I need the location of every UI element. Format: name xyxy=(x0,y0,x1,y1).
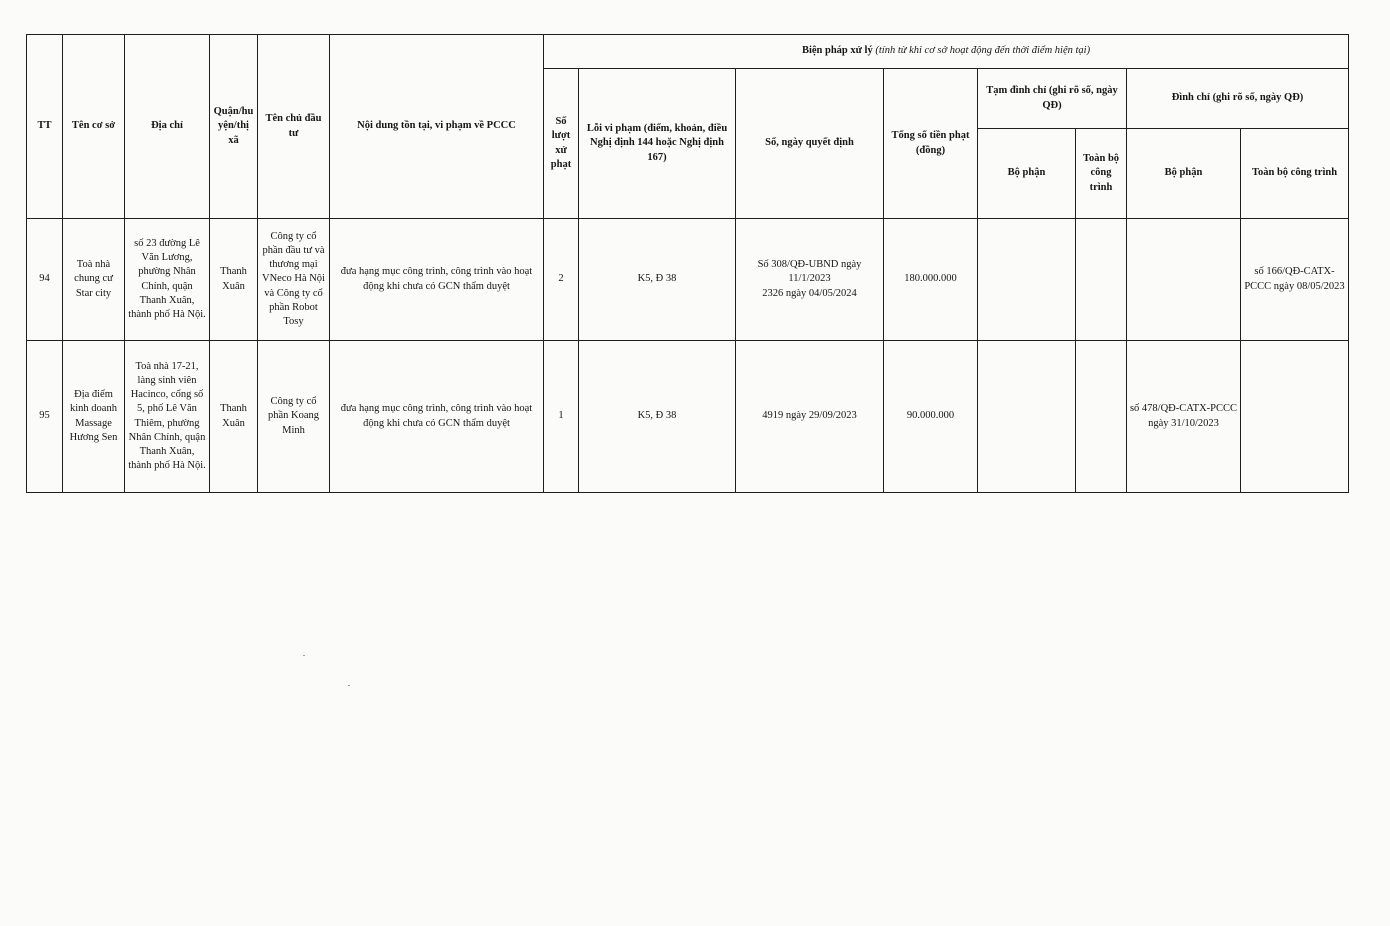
header-loi-vi-pham: Lỗi vi phạm (điểm, khoản, điều Nghị định 144 hoặc Nghị định 167) xyxy=(579,69,736,219)
header-bien-phap-note: (tính từ khi cơ sở hoạt động đến thời điểm hiện tại) xyxy=(875,45,1091,57)
cell-tong-tien: 90.000.000 xyxy=(884,341,978,493)
header-tam-dinh-chi: Tạm đình chỉ (ghi rõ số, ngày QĐ) xyxy=(978,69,1127,129)
scan-speck xyxy=(348,685,350,686)
header-tong-tien: Tổng số tiền phạt (đồng) xyxy=(884,69,978,219)
cell-tt: 95 xyxy=(27,341,63,493)
table-row xyxy=(27,219,1349,341)
cell-dinh-toan-bo xyxy=(1241,341,1349,493)
header-quan: Quận/huyện/thị xã xyxy=(210,35,258,219)
header-tam-bo-phan: Bộ phận xyxy=(978,129,1076,219)
header-tt: TT xyxy=(27,35,63,219)
cell-chu-dau-tu: Công ty cổ phần đầu tư và thương mại VNeco Hà Nội và Công ty cổ phần Robot Tosy xyxy=(258,219,330,341)
cell-so-luot: 1 xyxy=(544,341,579,493)
header-tam-toan-bo: Toàn bộ công trình xyxy=(1076,129,1127,219)
table-row xyxy=(27,341,1349,493)
cell-so-ngay-qd-line-1: 4919 ngày 29/09/2023 xyxy=(762,410,857,422)
header-bien-phap xyxy=(544,35,1349,69)
cell-tong-tien: 180.000.000 xyxy=(884,219,978,341)
header-chu-dau-tu: Tên chủ đầu tư xyxy=(258,35,330,219)
header-dinh-chi: Đình chỉ (ghi rõ số, ngày QĐ) xyxy=(1127,69,1349,129)
header-dinh-toan-bo: Toàn bộ công trình xyxy=(1241,129,1349,219)
header-dia-chi: Địa chỉ xyxy=(125,35,210,219)
cell-tam-toan-bo xyxy=(1076,219,1127,341)
cell-so-ngay-qd-line-1: Số 308/QĐ-UBND ngày 11/1/2023 xyxy=(757,259,862,285)
header-bien-phap-main: Biện pháp xử lý xyxy=(801,45,873,57)
cell-noi-dung: đưa hạng mục công trình, công trình vào hoạt động khi chưa có GCN thẩm duyệt xyxy=(330,219,544,341)
cell-dinh-bo-phan xyxy=(1127,219,1241,341)
cell-quan: Thanh Xuân xyxy=(210,341,258,493)
cell-quan: Thanh Xuân xyxy=(210,219,258,341)
cell-loi-vi-pham: K5, Đ 38 xyxy=(579,219,736,341)
cell-tam-bo-phan xyxy=(978,219,1076,341)
cell-loi-vi-pham: K5, Đ 38 xyxy=(579,341,736,493)
cell-ten-co-so: Toà nhà chung cư Star city xyxy=(63,219,125,341)
cell-so-ngay-qd xyxy=(736,219,884,341)
header-dinh-bo-phan: Bộ phận xyxy=(1127,129,1241,219)
cell-noi-dung: đưa hạng mục công trình, công trình vào hoạt động khi chưa có GCN thẩm duyệt xyxy=(330,341,544,493)
cell-ten-co-so: Địa điểm kinh doanh Massage Hương Sen xyxy=(63,341,125,493)
cell-dia-chi: số 23 đường Lê Văn Lương, phường Nhân Chính, quận Thanh Xuân, thành phố Hà Nội. xyxy=(125,219,210,341)
header-ten-co-so: Tên cơ sở xyxy=(63,35,125,219)
header-so-ngay-qd: Số, ngày quyết định xyxy=(736,69,884,219)
cell-chu-dau-tu: Công ty cổ phần Koang Minh xyxy=(258,341,330,493)
scan-speck xyxy=(303,655,305,656)
cell-dia-chi: Toà nhà 17-21, làng sinh viên Hacinco, cổng số 5, phố Lê Văn Thiêm, phường Nhân Chính, quận Thanh Xuân, thành phố Hà Nội. xyxy=(125,341,210,493)
header-noi-dung: Nội dung tồn tại, vi phạm về PCCC xyxy=(330,35,544,219)
cell-dinh-toan-bo: số 166/QĐ-CATX-PCCC ngày 08/05/2023 xyxy=(1241,219,1349,341)
header-so-luot: Số lượt xử phạt xyxy=(544,69,579,219)
cell-tam-bo-phan xyxy=(978,341,1076,493)
cell-tam-toan-bo xyxy=(1076,341,1127,493)
cell-so-luot: 2 xyxy=(544,219,579,341)
cell-so-ngay-qd xyxy=(736,341,884,493)
cell-dinh-bo-phan: số 478/QĐ-CATX-PCCC ngày 31/10/2023 xyxy=(1127,341,1241,493)
violations-table xyxy=(26,34,1349,493)
cell-so-ngay-qd-line-2: 2326 ngày 04/05/2024 xyxy=(762,287,857,299)
cell-tt: 94 xyxy=(27,219,63,341)
